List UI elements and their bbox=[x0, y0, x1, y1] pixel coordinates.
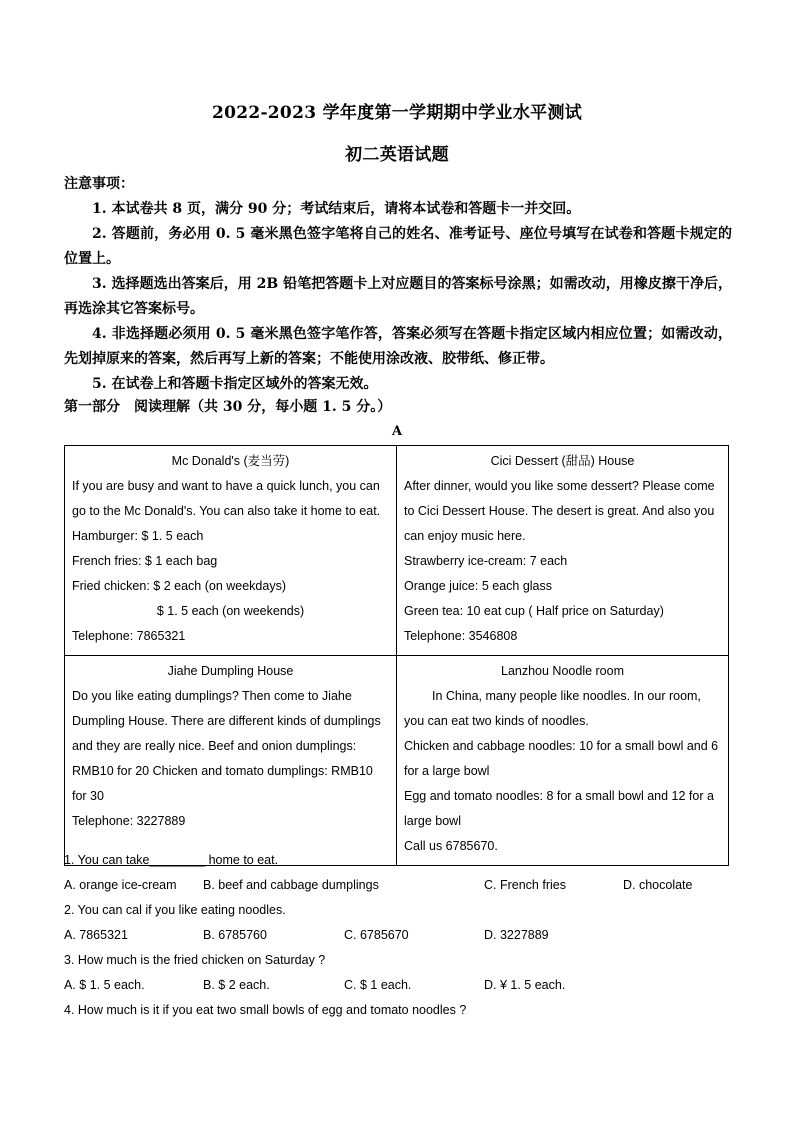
questions-block bbox=[64, 848, 732, 1023]
ad-phone: Telephone: 7865321 bbox=[72, 629, 186, 643]
ad-phone: Call us 6785670. bbox=[404, 839, 498, 853]
question-options bbox=[64, 923, 732, 948]
ad-phone: Telephone: 3227889 bbox=[72, 814, 186, 828]
notes-heading: 注意事项： bbox=[64, 176, 134, 192]
question-options bbox=[64, 973, 732, 998]
ad-name: Jiahe Dumpling House bbox=[167, 664, 294, 678]
option-d: D. 3227889 bbox=[484, 928, 549, 942]
note-item: 1. 本试卷共 8 页，满分 90 分；考试结束后，请将本试卷和答题卡一并交回。 bbox=[92, 201, 581, 217]
option-a: A. $ 1. 5 each. bbox=[64, 978, 145, 992]
ad-price: Egg and tomato noodles: 8 for a small bowl and 12 for a large bowl bbox=[404, 789, 714, 828]
option-c: C. 6785670 bbox=[344, 928, 409, 942]
option-a: A. orange ice-cream bbox=[64, 878, 177, 892]
question-text: 1. You can take________ home to eat. bbox=[64, 853, 279, 867]
exam-title: 2022-2023 学年度第一学期期中学业水平测试 bbox=[211, 103, 583, 123]
ad-text: If you are busy and want to have a quick lunch, you can bbox=[72, 479, 380, 493]
option-d: D. ¥ 1. 5 each. bbox=[484, 978, 566, 992]
note-item: 5. 在试卷上和答题卡指定区域外的答案无效。 bbox=[92, 376, 378, 392]
section-title: 第一部分 阅读理解（共 30 分，每小题 1. 5 分。） bbox=[64, 399, 392, 415]
option-a: A. 7865321 bbox=[64, 928, 128, 942]
option-c: C. $ 1 each. bbox=[344, 978, 412, 992]
note-item: 2. 答题前，务必用 0. 5 毫米黑色签字笔将自己的姓名、准考证号、座位号填写在试卷和答题卡规定的位置上。 bbox=[64, 226, 732, 267]
option-b: B. 6785760 bbox=[203, 928, 267, 942]
ad-price: Green tea: 10 eat cup ( Half price on Saturday) bbox=[404, 604, 664, 618]
ad-text: go to the Mc Donald's. You can also take it home to eat. bbox=[72, 504, 381, 518]
ad-cici bbox=[397, 446, 729, 656]
note-item: 4. 非选择题必须用 0. 5 毫米黑色签字笔作答，答案必须写在答题卡指定区域内相应位置；如需改动，先划掉原来的答案，然后再写上新的答案；不能使用涂改液、胶带纸、修正带。 bbox=[64, 326, 732, 367]
option-b: B. beef and cabbage dumplings bbox=[203, 878, 379, 892]
ad-price: $ 1. 5 each (on weekends) bbox=[156, 604, 305, 618]
ad-price: Strawberry ice-cream: 7 each bbox=[404, 554, 568, 568]
ad-jiahe bbox=[65, 656, 397, 866]
ad-text: Do you like eating dumplings? Then come to Jiahe Dumpling House. There are different kinds of dumplings and they are really nice. Beef and onion dumplings: RMB10 for 20 Chicken and tomato dumplings: RMB10 for 30 bbox=[72, 689, 381, 803]
ad-phone: Telephone: 3546808 bbox=[404, 629, 518, 643]
ad-lanzhou bbox=[397, 656, 729, 866]
question-text: 2. You can cal if you like eating noodles. bbox=[64, 903, 286, 917]
ads-table bbox=[64, 445, 729, 866]
ad-price: Chicken and cabbage noodles: 10 for a small bowl and 6 for a large bowl bbox=[404, 739, 719, 778]
note-item: 3. 选择题选出答案后，用 2B 铅笔把答题卡上对应题目的答案标号涂黑；如需改动，用橡皮擦干净后，再选涂其它答案标号。 bbox=[64, 276, 732, 317]
ad-text: After dinner, would you like some dessert? Please come to Cici Dessert House. The desert is great. And also you can enjoy music here. bbox=[404, 479, 715, 543]
option-c: C. French fries bbox=[484, 878, 566, 892]
ad-price: Hamburger: $ 1. 5 each bbox=[72, 529, 204, 543]
ad-name: Mc Donald's (麦当劳) bbox=[171, 454, 290, 468]
ad-price: Fried chicken: $ 2 each (on weekdays) bbox=[72, 579, 286, 593]
ad-mcdonalds bbox=[65, 446, 397, 656]
question-text: 3. How much is the fried chicken on Saturday ? bbox=[64, 953, 326, 967]
ad-text: In China, many people like noodles. In our room, you can eat two kinds of noodles. bbox=[404, 689, 701, 728]
ad-price: French fries: $ 1 each bag bbox=[72, 554, 218, 568]
option-d: D. chocolate bbox=[623, 878, 693, 892]
option-b: B. $ 2 each. bbox=[203, 978, 270, 992]
notes-block bbox=[64, 172, 732, 397]
ad-price: Orange juice: 5 each glass bbox=[404, 579, 553, 593]
exam-subtitle: 初二英语试题 bbox=[345, 145, 449, 165]
ad-name: Cici Dessert (甜品) House bbox=[490, 454, 635, 468]
question-options bbox=[64, 873, 732, 898]
question-text: 4. How much is it if you eat two small bowls of egg and tomato noodles ? bbox=[64, 1003, 467, 1017]
ad-name: Lanzhou Noodle room bbox=[501, 664, 624, 678]
passage-letter: A bbox=[391, 424, 403, 439]
